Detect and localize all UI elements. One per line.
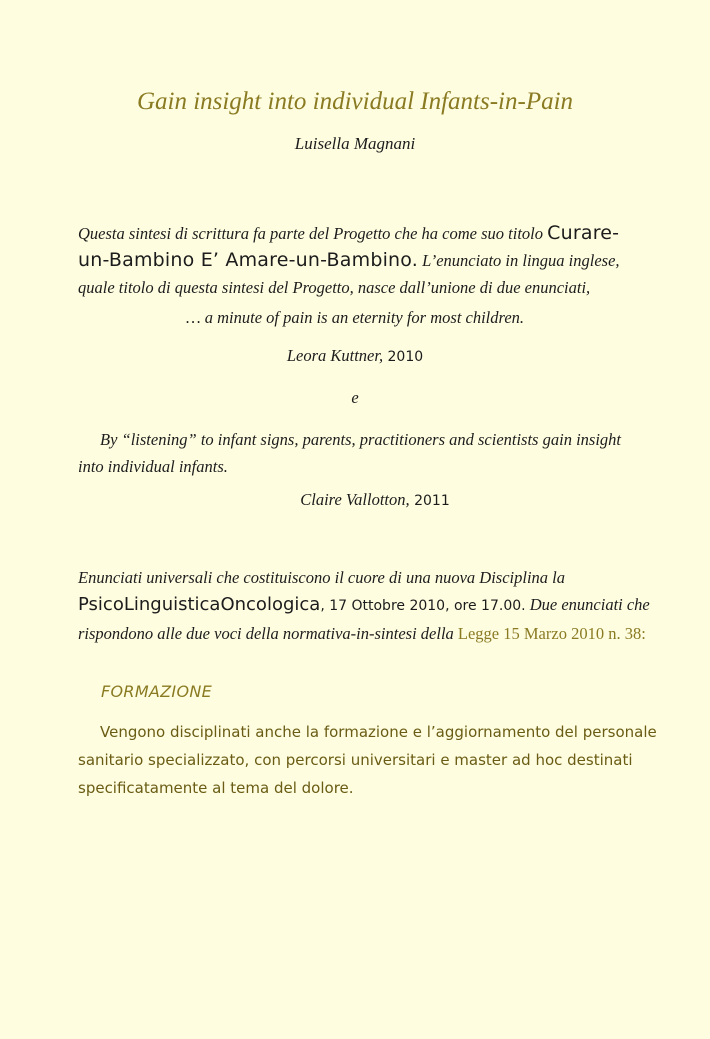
section-heading: FORMAZIONE	[101, 682, 213, 701]
paragraph-2	[78, 564, 658, 647]
quote-2-text: By “listening” to infant signs, parents, practitioners and scientists gain insight into individual infants.	[78, 430, 621, 476]
paragraph-2-text-1: Enunciati universali che costituiscono il cuore di una nuova Disciplina la	[78, 568, 565, 587]
section-body-text: Vengono disciplinati anche la formazione e l’aggiornamento del personale sanitario specializzato, con percorsi universitari e master ad hoc destinati specificatamente al tema del dolore.	[78, 723, 657, 797]
quote-1-attribution	[0, 346, 710, 366]
paragraph-2-text-3: Due enunciati che rispondono alle due voci della normativa-in-sintesi della	[78, 595, 650, 643]
discipline-date: , 17 Ottobre 2010, ore 17.00.	[320, 598, 526, 614]
quote-2-year: 2011	[409, 493, 450, 509]
intro-text-1: Questa sintesi di scrittura fa parte del Progetto che ha come suo titolo	[78, 224, 548, 243]
quote-1-year: 2010	[383, 349, 424, 365]
quote-1: … a minute of pain is an eternity for most children.	[185, 308, 525, 327]
quote-2-author: Claire Vallotton,	[300, 490, 410, 509]
project-title: Curare-un-Bambino E’ Amare-un-Bambino.	[78, 222, 620, 271]
law-reference: Legge 15 Marzo 2010 n. 38:	[457, 624, 646, 643]
conjunction: e	[351, 388, 359, 407]
quote-2	[78, 426, 638, 480]
intro-text-2: L’enunciato in lingua inglese, quale titolo di questa sintesi del Progetto, nasce dall’unione di due enunciati,	[78, 251, 620, 297]
document-author: Luisella Magnani	[294, 134, 416, 153]
section-body	[78, 718, 678, 802]
intro-paragraph	[78, 220, 646, 301]
document-title: Gain insight into individual Infants-in-Pain	[136, 88, 574, 115]
discipline-name: PsicoLinguisticaOncologica	[78, 594, 321, 615]
quote-1-author: Leora Kuttner,	[286, 346, 384, 365]
quote-2-attribution	[20, 490, 710, 510]
